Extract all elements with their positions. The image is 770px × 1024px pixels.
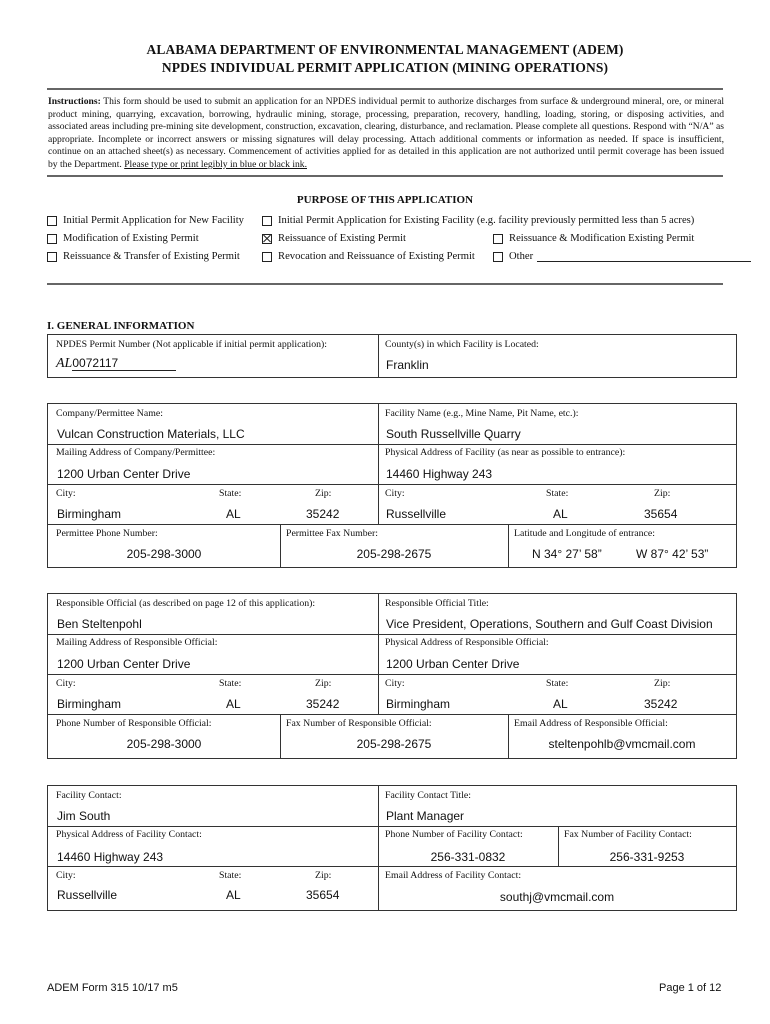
checkbox-reissuance-checked[interactable] (262, 234, 272, 244)
contact-email-value[interactable]: southj@vmcmail.com (499, 890, 615, 904)
company-state-label: State: (219, 488, 242, 499)
facility-state-label: State: (546, 488, 569, 499)
official-fax-label: Fax Number of Responsible Official: (286, 718, 432, 729)
official-zip-label: Zip: (315, 678, 332, 689)
option-initial-existing[interactable]: Initial Permit Application for Existing Facility (e.g. facility previously permitted less than 5 acres) (262, 215, 694, 226)
header-rule (47, 88, 723, 90)
contact-name-label: Facility Contact: (56, 790, 122, 801)
facility-zip-value[interactable]: 35654 (644, 507, 678, 521)
instructions (48, 96, 724, 172)
company-mailing-value[interactable]: 1200 Urban Center Drive (57, 467, 191, 481)
official-email-label: Email Address of Responsible Official: (514, 718, 668, 729)
contact-city-label: City: (56, 870, 76, 881)
facility-zip-label: Zip: (654, 488, 671, 499)
option-reissuance-modification[interactable]: Reissuance & Modification Existing Permit (493, 233, 694, 244)
contact-phone-label: Phone Number of Facility Contact: (385, 829, 523, 840)
contact-state-label: State: (219, 870, 242, 881)
contact-title-value[interactable]: Plant Manager (386, 809, 465, 823)
official-state-value[interactable]: AL (226, 697, 241, 711)
instructions-rule (47, 175, 723, 177)
official-name-label: Responsible Official (as described on page 12 of this application): (56, 598, 316, 609)
contact-box (47, 785, 737, 911)
official-phys-zip-value[interactable]: 35242 (644, 697, 678, 711)
facility-physical-value[interactable]: 14460 Highway 243 (386, 467, 493, 481)
contact-phone-value[interactable]: 256-331-0832 (430, 850, 506, 864)
other-input-line[interactable] (537, 252, 751, 262)
latitude-value[interactable]: N 34° 27’ 58” (532, 547, 602, 561)
contact-zip-label: Zip: (315, 870, 332, 881)
section-general-title: I. GENERAL INFORMATION (47, 320, 195, 332)
permit-prefix: AL (56, 356, 73, 371)
official-city-label: City: (56, 678, 76, 689)
permit-number-value: 0072117 (72, 356, 119, 370)
checkbox-modification[interactable] (47, 234, 57, 244)
purpose-title: PURPOSE OF THIS APPLICATION (296, 194, 474, 206)
official-state-label: State: (219, 678, 242, 689)
permittee-phone-value[interactable]: 205-298-3000 (126, 547, 202, 561)
company-name-value[interactable]: Vulcan Construction Materials, LLC (57, 427, 245, 441)
official-phys-state-value[interactable]: AL (553, 697, 568, 711)
purpose-rule (47, 283, 723, 285)
option-reissuance[interactable]: Reissuance of Existing Permit (262, 233, 406, 244)
checkbox-reissuance-modification[interactable] (493, 234, 503, 244)
official-phys-city-label: City: (385, 678, 405, 689)
facility-name-value[interactable]: South Russellville Quarry (386, 427, 521, 441)
official-phys-zip-label: Zip: (654, 678, 671, 689)
company-zip-value[interactable]: 35242 (306, 507, 340, 521)
contact-name-value[interactable]: Jim South (57, 809, 111, 823)
facility-physical-label: Physical Address of Facility (as near as possible to entrance): (385, 447, 626, 458)
company-mailing-label: Mailing Address of Company/Permittee: (56, 447, 216, 458)
official-fax-value[interactable]: 205-298-2675 (356, 737, 432, 751)
official-phone-value[interactable]: 205-298-3000 (126, 737, 202, 751)
official-phys-state-label: State: (546, 678, 569, 689)
official-title-value[interactable]: Vice President, Operations, Southern and Gulf Coast Division (386, 617, 713, 631)
checkbox-revocation-reissuance[interactable] (262, 252, 272, 262)
official-city-value[interactable]: Birmingham (57, 697, 122, 711)
option-revocation-reissuance[interactable]: Revocation and Reissuance of Existing Permit (262, 251, 475, 262)
contact-title-label: Facility Contact Title: (385, 790, 472, 801)
permit-number-label: NPDES Permit Number (Not applicable if initial permit application): (56, 339, 327, 350)
company-city-value[interactable]: Birmingham (57, 507, 122, 521)
contact-address-value[interactable]: 14460 Highway 243 (57, 850, 164, 864)
official-mailing-label: Mailing Address of Responsible Official: (56, 637, 218, 648)
option-other[interactable]: Other (493, 251, 751, 262)
facility-city-value[interactable]: Russellville (386, 507, 447, 521)
official-mailing-value[interactable]: 1200 Urban Center Drive (57, 657, 191, 671)
permit-county-box (47, 334, 737, 378)
county-label: County(s) in which Facility is Located: (385, 339, 539, 350)
official-email-value[interactable]: steltenpohlb@vmcmail.com (548, 737, 696, 751)
official-physical-value[interactable]: 1200 Urban Center Drive (386, 657, 520, 671)
official-phone-label: Phone Number of Responsible Official: (56, 718, 212, 729)
permittee-fax-label: Permittee Fax Number: (286, 528, 378, 539)
option-modification[interactable]: Modification of Existing Permit (47, 233, 199, 244)
facility-state-value[interactable]: AL (553, 507, 568, 521)
checkbox-reissuance-transfer[interactable] (47, 252, 57, 262)
contact-state-value[interactable]: AL (226, 888, 241, 902)
contact-fax-label: Fax Number of Facility Contact: (564, 829, 692, 840)
facility-name-label: Facility Name (e.g., Mine Name, Pit Name, etc.): (385, 408, 579, 419)
checkbox-initial-existing[interactable] (262, 216, 272, 226)
company-box (47, 403, 737, 568)
company-zip-label: Zip: (315, 488, 332, 499)
instructions-text: This form should be used to submit an application for an NPDES individual permit to authorize discharges from surface & underground mineral, ore, or mineral product mining, quarrying, excavation, borrowing, hydraulic mining, storage, processing, preparation, recovery, handling, loading, storing, or disposing activities, and associated areas including pre-mining site development, construction, excavation, clearing, disturbance, and reclamation. Please complete all questions. Respond with “N/A” as appropriate. Incomplete or incorrect answers or missing signatures will delay processing. Attach additional comments or information as needed. If space is insufficient, continue on an attached sheet(s) as necessary. Commencement of activities applied for as detailed in this application are not authorized until permit coverage has been issued by the Department. (48, 96, 724, 170)
contact-fax-value[interactable]: 256-331-9253 (609, 850, 685, 864)
option-initial-new[interactable]: Initial Permit Application for New Facility (47, 215, 244, 226)
facility-city-label: City: (385, 488, 405, 499)
form-title-line-2: NPDES INDIVIDUAL PERMIT APPLICATION (MINING OPERATIONS) (161, 60, 609, 75)
option-reissuance-transfer[interactable]: Reissuance & Transfer of Existing Permit (47, 251, 240, 262)
contact-email-label: Email Address of Facility Contact: (385, 870, 522, 881)
latlon-label: Latitude and Longitude of entrance: (514, 528, 655, 539)
official-name-value[interactable]: Ben Steltenpohl (57, 617, 142, 631)
contact-zip-value[interactable]: 35654 (306, 888, 340, 902)
official-zip-value[interactable]: 35242 (306, 697, 340, 711)
official-physical-label: Physical Address of Responsible Official: (385, 637, 549, 648)
permittee-fax-value[interactable]: 205-298-2675 (356, 547, 432, 561)
page-number: Page 1 of 12 (659, 982, 722, 994)
company-name-label: Company/Permittee Name: (56, 408, 163, 419)
county-value[interactable]: Franklin (386, 358, 429, 372)
instructions-ink-note: Please type or print legibly in blue or black ink. (124, 158, 307, 170)
instructions-label: Instructions: (48, 96, 101, 107)
form-title-line-1: ALABAMA DEPARTMENT OF ENVIRONMENTAL MANAGEMENT (ADEM) (146, 42, 624, 57)
company-state-value[interactable]: AL (226, 507, 241, 521)
official-title-label: Responsible Official Title: (385, 598, 489, 609)
company-city-label: City: (56, 488, 76, 499)
checkbox-initial-new[interactable] (47, 216, 57, 226)
permittee-phone-label: Permittee Phone Number: (56, 528, 158, 539)
official-box (47, 593, 737, 759)
contact-city-value[interactable]: Russellville (57, 888, 118, 902)
checkbox-other[interactable] (493, 252, 503, 262)
form-id: ADEM Form 315 10/17 m5 (47, 982, 178, 994)
contact-address-label: Physical Address of Facility Contact: (56, 829, 202, 840)
longitude-value[interactable]: W 87° 42’ 53” (636, 547, 709, 561)
permit-number-field[interactable] (56, 356, 176, 372)
official-phys-city-value[interactable]: Birmingham (386, 697, 451, 711)
